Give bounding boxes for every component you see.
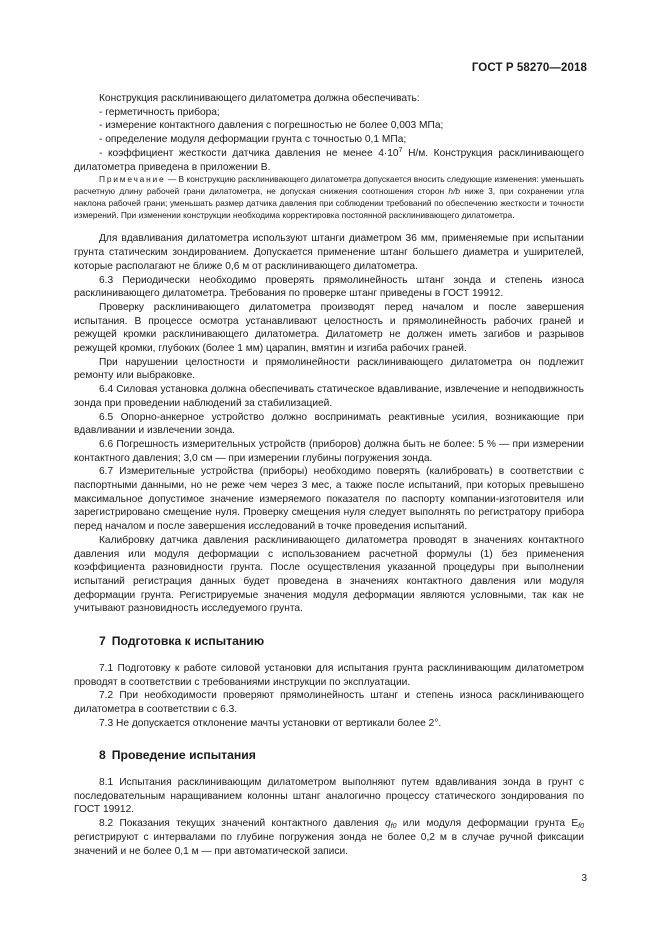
section-number: 7 [99, 634, 106, 649]
note-label: Примечание [99, 174, 166, 185]
intro-lead: Конструкция расклинивающего дилатометра должна обеспечивать: [99, 93, 420, 104]
stiffness-exponent: 7 [398, 146, 403, 154]
paragraph: 6.6 Погрешность измерительных устройств (приборов) должна быть не более: 5 % — при измерении контактного давления; 3,0 см — при измерении глубины погружения зонда. [74, 438, 584, 464]
paragraph: 6.7 Измерительные устройства (приборы) необходимо поверять (калибровать) в соответствии с паспортными данными, но не реже чем через 3 мес, а также после испытаний, при которых превышено максимальное допустимое значение измеряемого показателя по паспорту компании-изготовителя или зарегистрировано смещение нуля. Проверку смещения нуля следует выполнять по регистратору прибора перед началом и после завершения исследований в точке проведения испытаний. [74, 466, 584, 533]
paragraph: Для вдавливания дилатометра используют штанги диаметром 36 мм, применяемые при испытании грунта статическим зондированием. Допускается применение штанг большего диаметра и уширителей, которые располагают не ближе 0,6 м от расклинивающего дилатометра. [74, 233, 584, 272]
paragraph: 7.1 Подготовку к работе силовой установки для испытания грунта расклинивающим дилатометром проводят в соответствии с требованиями инструкции по эксплуатации. [74, 662, 584, 688]
q-symbol: q [384, 818, 391, 830]
note-paragraph [74, 174, 584, 221]
document-body [74, 92, 584, 858]
q-subscript: f0 [390, 823, 397, 831]
paragraph: 7.3 Не допускается отклонение мачты установки от вертикали более 2°. [99, 717, 442, 729]
section-7-heading [74, 635, 584, 649]
intro-item-stiffness [74, 147, 584, 174]
paragraph: 6.4 Силовая установка должна обеспечивать статическое вдавливание, извлечение и неподвижность зонда при проведении наблюдений за стабилизацией. [74, 384, 584, 409]
paragraph: 8.1 Испытания расклинивающим дилатометром выполняют путем вдавливания зонда в грунт с последовательным наращиванием колонны штанг аналогично процессу статического зондирования по ГОСТ 19912. [74, 777, 584, 816]
note-ratio: h/b [448, 186, 461, 197]
section-title: Подготовка к испытанию [111, 634, 265, 649]
paragraph: 7.2 При необходимости проверяют прямолинейность штанг и степень износа расклинивающего дилатометра в соответствии с 6.3. [74, 690, 584, 715]
intro-item: - определение модуля деформации грунта с точностью 0,1 МПа; [99, 134, 407, 146]
section-number: 8 [99, 748, 106, 763]
intro-item: - измерение контактного давления с погрешностью не более 0,003 МПа; [99, 120, 444, 132]
note-text: — В конструкцию расклинивающего дилатометра допускается вносить следующие изменения: уменьшать расчетную длину рабочей грани дилатометра, не допуская снижения соотношения сторон [74, 174, 584, 197]
stiffness-text-end: Н/м. Конструкция расклинивающего дилатометра приведена в приложении В. [74, 147, 584, 173]
p82-text: или модуля деформации грунта E [396, 818, 579, 830]
paragraph: Проверку расклинивающего дилатометра производят перед началом и после завершения испытания. В процессе осмотра устанавливают целостность и прямолинейность рабочих граней и режущей кромки расклинивающего дилатометра. Дилатометр не должен иметь загибов и разрывов режущей кромки, глубоких (более 1 мм) царапин, вмятин и изгиба рабочих граней. [74, 301, 584, 355]
p82-text: 8.2 Показания текущих значений контактного давления [99, 818, 385, 830]
standard-code-header: ГОСТ Р 58270—2018 [471, 62, 587, 74]
stiffness-text: - коэффициент жесткости датчика давления не менее 4·10 [99, 147, 399, 159]
paragraph: Калибровку датчика давления расклинивающего дилатометра проводят в значениях контактного давления или модуля деформации с использованием расчетной формулы (1) без применения коэффициента разновидности грунта. После осуществления указанной процедуры при выполнении испытаний регистрация данных будет проведена в значениях контактного давления или модуля деформации грунта. Регистрируемые значения модуля деформации являются условными, так как не учитывают разновидность исследуемого грунта. [74, 534, 584, 615]
note-text-end: ниже 3, при сохранении угла наклона рабочей грани; уменьшать размер датчика давления при соблюдении требований по обеспечению жесткости и точности измерений. При изменении конструкции необходима корректировка постоянной расклинивающего дилатометра. [74, 186, 584, 220]
section-8-heading [74, 749, 584, 763]
section-title: Проведение испытания [111, 748, 256, 763]
paragraph: При нарушении целостности и прямолинейности расклинивающего дилатометра он подлежит ремонту или выбраковке. [74, 356, 584, 382]
page-number: 3 [581, 873, 587, 884]
paragraph: 6.3 Периодически необходимо проверять прямолинейность штанг зонда и степень износа расклинивающего дилатометра. Требования по проверке штанг приведены в ГОСТ 19912. [74, 274, 584, 300]
intro-item: - герметичность прибора; [99, 106, 220, 118]
e-subscript: f0 [578, 823, 584, 831]
paragraph: 6.5 Опорно-анкерное устройство должно воспринимать реактивные усилия, возникающие при вдавливании и извлечении зонда. [74, 411, 584, 437]
p82-text-end: регистрируют с интервалами по глубине погружения зонда не более 0,2 м в случае ручной фиксации значений и не более 0,1 м — при автоматической записи. [74, 831, 584, 857]
paragraph-8-2 [74, 817, 584, 858]
